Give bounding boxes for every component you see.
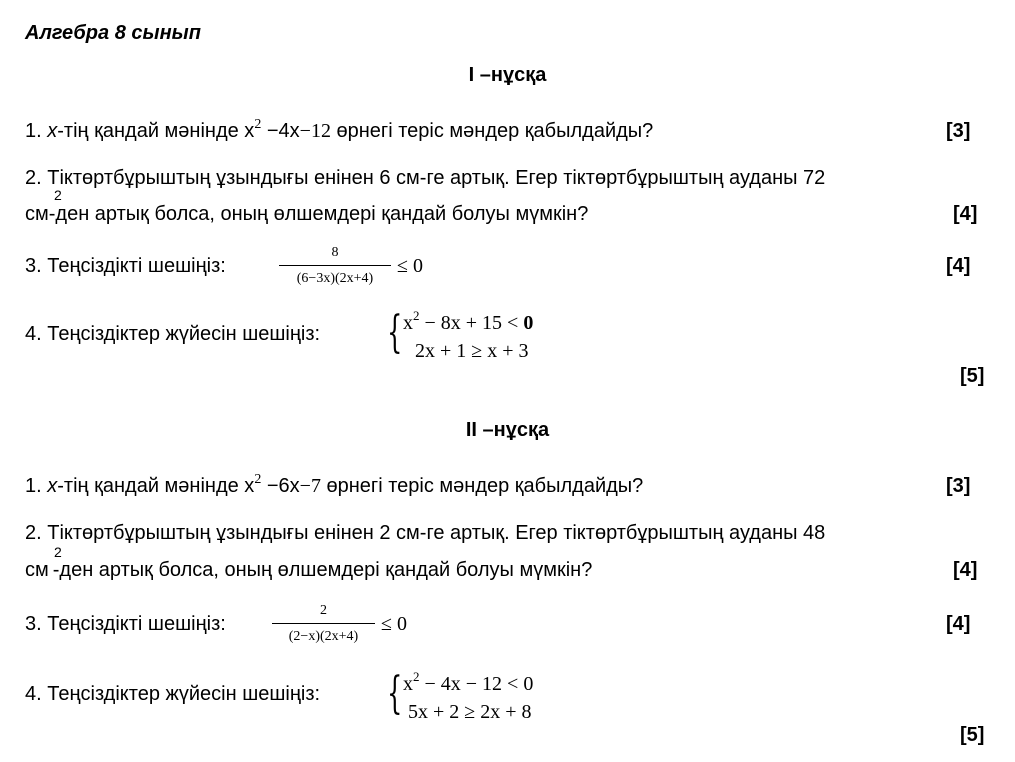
- question-number: 1.: [25, 120, 42, 142]
- system-brace: {: [387, 307, 403, 358]
- question-number: 1.: [25, 475, 42, 497]
- question-text: -тің қандай мәнінде x: [57, 475, 255, 497]
- eq-exponent: 2: [413, 669, 420, 684]
- relation: ≤ 0: [381, 613, 407, 635]
- fraction-bar: [272, 623, 375, 624]
- question-text: -тің қандай мәнінде x: [57, 120, 255, 142]
- v1-question-2-line1: 2. Тіктөртбұрыштың ұзындығы енінен 6 см-ге артық. Егер тіктөртбұрыштың ауданы 72: [25, 167, 826, 189]
- variant-1-heading: I –нұсқа: [468, 64, 547, 86]
- v2-q4-points: [5]: [960, 724, 985, 746]
- v1-q4-points: [5]: [960, 365, 985, 387]
- numerator: 8: [331, 245, 339, 260]
- denominator: (2−x)(2x+4): [288, 629, 359, 644]
- v1-question-1: [25, 117, 654, 145]
- expression-part: −4x: [261, 120, 300, 142]
- system-brace: {: [387, 668, 403, 719]
- expression-constant: −7: [299, 475, 321, 497]
- denominator: (6−3x)(2x+4): [296, 271, 374, 286]
- eq-zero: 0: [523, 312, 534, 334]
- v1-q3-points: [4]: [946, 255, 971, 277]
- eq-exponent: 2: [413, 308, 420, 323]
- v2-question-1: [25, 472, 644, 500]
- v2-q3-points: [4]: [946, 613, 971, 635]
- v1-question-2-line2: [25, 203, 588, 225]
- v2-system-eq1: [403, 669, 534, 696]
- relation: ≤ 0: [397, 255, 423, 277]
- v2-fraction: [272, 604, 375, 648]
- unit-cm: см: [25, 559, 49, 581]
- variable-x: x: [47, 475, 58, 497]
- v2-question-2-line2: [25, 559, 592, 581]
- eq-var: x: [403, 673, 413, 695]
- v2-question-2-line1: 2. Тіктөртбұрыштың ұзындығы енінен 2 см-ге артық. Егер тіктөртбұрыштың ауданы 48: [25, 522, 826, 544]
- eq-body: − 4x − 12 < 0: [419, 673, 534, 695]
- exponent: 2: [254, 117, 262, 132]
- question-text-end: өрнегі теріс мәндер қабылдайды?: [330, 120, 654, 142]
- v1-fraction: [279, 246, 391, 290]
- question-text: -ден артық болса, оның өлшемдері қандай болуы мүмкін?: [48, 203, 589, 225]
- v1-system-eq1: [403, 308, 534, 335]
- expression-part: −6x: [261, 475, 300, 497]
- document-title: Алгебра 8 сынып: [25, 22, 201, 44]
- fraction-bar: [279, 265, 391, 266]
- v2-q1-points: [3]: [946, 475, 971, 497]
- v1-q2-points: [4]: [953, 203, 978, 225]
- v1-q1-points: [3]: [946, 120, 971, 142]
- unit-exponent: 2: [54, 544, 62, 560]
- eq-body: − 8x + 15 <: [419, 312, 524, 334]
- v1-system-eq2: 2x + 1 ≥ x + 3: [415, 340, 529, 362]
- eq-var: x: [403, 312, 413, 334]
- v1-question-3-label: 3. Теңсіздікті шешіңіз:: [25, 255, 226, 277]
- v2-question-3-label: 3. Теңсіздікті шешіңіз:: [25, 613, 226, 635]
- numerator: 2: [320, 603, 327, 618]
- v1-question-4-label: 4. Теңсіздіктер жүйесін шешіңіз:: [25, 323, 321, 345]
- v2-question-4-label: 4. Теңсіздіктер жүйесін шешіңіз:: [25, 683, 321, 705]
- v2-q2-points: [4]: [953, 559, 978, 581]
- question-text-end: өрнегі теріс мәндер қабылдайды?: [320, 475, 644, 497]
- exponent: 2: [254, 472, 262, 487]
- v2-system-eq2: 5x + 2 ≥ 2x + 8: [408, 701, 532, 723]
- question-text: -ден артық болса, оның өлшемдері қандай болуы мүмкін?: [52, 559, 593, 581]
- expression-constant: −12: [299, 120, 331, 142]
- variant-2-heading: II –нұсқа: [465, 419, 550, 441]
- unit-exponent: 2: [54, 187, 62, 203]
- unit-cm: см: [25, 203, 49, 225]
- variable-x: x: [47, 120, 58, 142]
